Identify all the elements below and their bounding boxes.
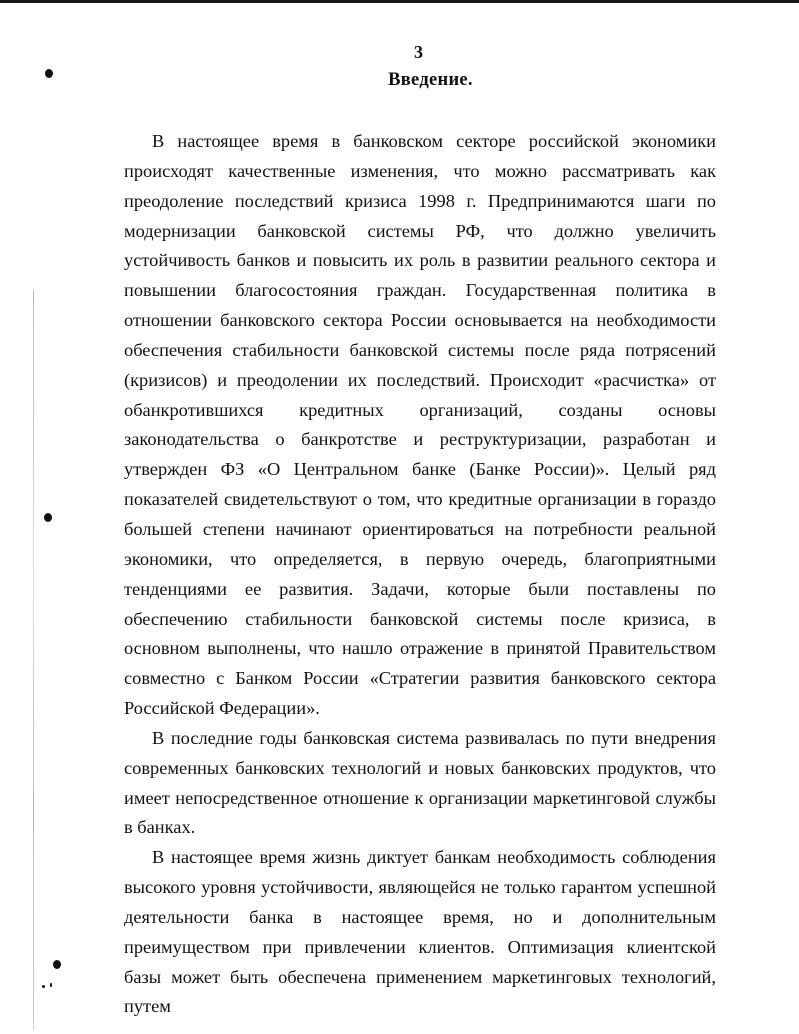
scan-speck xyxy=(42,985,45,988)
paragraph: В настоящее время в банковском секторе российской экономики происходят качественные изменения, что можно рассматривать как преодоление последствий кризиса 1998 г. Предпринимаются шаги по модернизации банковской системы РФ, что должно увеличить устойчивость банков и повысить их роль в развитии реального сектора и повышении благосостояния граждан. Государственная политика в отношении банковского сектора России основывается на необходимости обеспечения стабильности банковской системы после ряда потрясений (кризисов) и преодолении их последствий. Происходит «расчистка» от обанкротившихся кредитных организаций, созданы основы законодательства о банкротстве и реструктуризации, разработан и утвержден ФЗ «О Центральном банке (Банке России)». Целый ряд показателей свидетельствуют о том, что кредитные организации в гораздо большей степени начинают ориентироваться на потребности реальной экономики, что определяется, в первую очередь, благоприятными тенденциями ее развития. Задачи, которые были поставлены по обеспечению стабильности банковской системы после кризиса, в основном выполнены, что нашло отражение в принятой Правительством совместно с Банком России «Стратегии развития банковского сектора Российской Федерации». xyxy=(124,131,716,719)
body-text xyxy=(124,127,716,1022)
scan-speck xyxy=(53,960,61,969)
scan-speck xyxy=(50,983,52,987)
paragraph: В настоящее время жизнь диктует банкам необходимость соблюдения высокого уровня устойчивости, являющейся не только гарантом успешной деятельности банка в настоящее время, но и дополнительным преимуществом при привлечении клиентов. Оптимизация клиентской базы может быть обеспечена применением маркетинговых технологий, путем xyxy=(124,847,716,1017)
scan-speck xyxy=(44,513,52,522)
scan-top-border xyxy=(0,0,799,3)
paragraph: В последние годы банковская система развивалась по пути внедрения современных банковских технологий и новых банковских продуктов, что имеет непосредственное отношение к организации маркетинговой службы в банках. xyxy=(124,727,716,838)
section-heading: Введение. xyxy=(388,70,473,90)
page-number: 3 xyxy=(414,42,423,62)
scan-margin-line xyxy=(33,290,34,1030)
